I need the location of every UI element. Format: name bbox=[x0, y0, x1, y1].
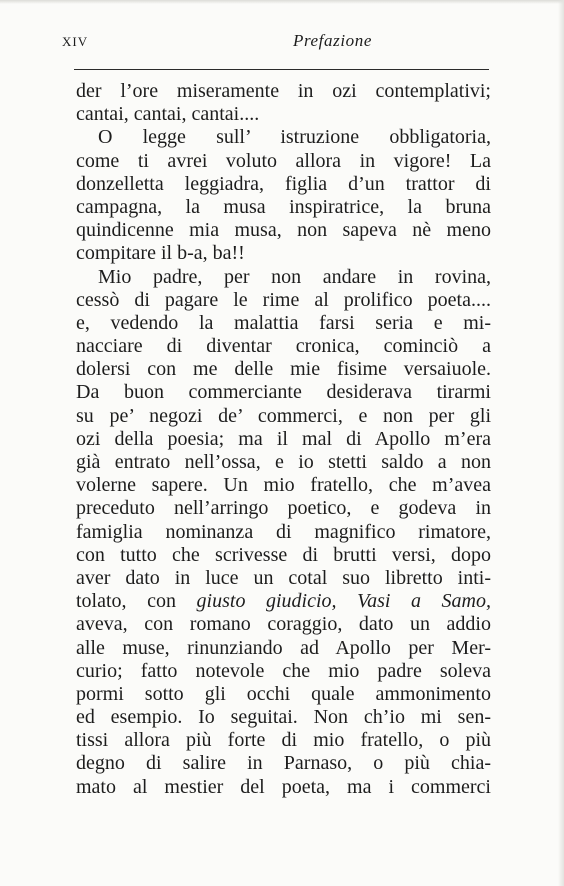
text-line: su pe’ negozi de’ commerci, e non per gli bbox=[76, 404, 491, 427]
text-line: mato al mestier del poeta, ma i commerci bbox=[76, 775, 491, 798]
text-line: come ti avrei voluto allora in vigore! La bbox=[76, 149, 491, 172]
body-text bbox=[76, 80, 491, 799]
page-number: XIV bbox=[62, 34, 89, 49]
text-line: donzelletta leggiadra, figlia d’un trattor di bbox=[76, 172, 491, 195]
italic-title: giusto giudicio, Vasi a Samo, bbox=[196, 590, 491, 613]
text-line: preceduto nell’arringo poetico, e godeva in bbox=[76, 497, 491, 520]
header-rule bbox=[74, 69, 489, 70]
text-line: nacciare di diventar cronica, cominciò a bbox=[76, 335, 491, 358]
text-line: ed esempio. Io seguitai. Non ch’io mi sen- bbox=[76, 706, 491, 729]
text-line: alle muse, rinunziando ad Apollo per Mer- bbox=[76, 636, 491, 659]
scan-shadow-right bbox=[558, 0, 564, 886]
scan-shadow-top bbox=[0, 0, 564, 4]
text-line: pormi sotto gli occhi quale ammonimento bbox=[76, 682, 491, 705]
text-line: volerne sapere. Un mio fratello, che m’avea bbox=[76, 474, 491, 497]
text-segment: tolato, con bbox=[76, 590, 197, 613]
text-line: O legge sull’ istruzione obbligatoria, bbox=[98, 126, 491, 149]
text-line: cantai, cantai, cantai.... bbox=[76, 103, 260, 126]
text-line: con tutto che scrivesse di brutti versi, dopo bbox=[76, 543, 491, 566]
page-header bbox=[60, 32, 492, 54]
text-line: ozi della poesia; ma il mal di Apollo m’era bbox=[76, 427, 491, 450]
text-line: già entrato nell’ossa, e io stetti saldo a non bbox=[76, 451, 491, 473]
text-line: Da buon commerciante desiderava tirarmi bbox=[76, 381, 491, 404]
text-line bbox=[76, 590, 491, 613]
text-line: degno di salire in Parnaso, o più chia- bbox=[76, 752, 491, 775]
text-line: compitare il b-a, ba!! bbox=[76, 242, 245, 265]
text-line: dolersi con me delle mie fisime versaiuole. bbox=[76, 358, 491, 381]
text-line: quindicenne mia musa, non sapeva nè meno bbox=[76, 219, 491, 242]
text-line: e, vedendo la malattia farsi seria e mi- bbox=[76, 311, 491, 334]
text-line: cessò di pagare le rime al prolifico poeta.... bbox=[76, 288, 491, 311]
text-line: aveva, con romano coraggio, dato un addio bbox=[76, 613, 491, 636]
text-line: der l’ore miseramente in ozi contemplativi; bbox=[76, 80, 491, 102]
text-line: campagna, la musa inspiratrice, la bruna bbox=[76, 195, 491, 218]
text-line: Mio padre, per non andare in rovina, bbox=[98, 265, 491, 288]
text-line: curio; fatto notevole che mio padre soleva bbox=[76, 659, 491, 682]
text-line: tissi allora più forte di mio fratello, o più bbox=[76, 729, 491, 752]
text-line: aver dato in luce un cotal suo libretto inti- bbox=[76, 566, 491, 589]
running-title: Prefazione bbox=[292, 31, 372, 50]
text-line: famiglia nominanza di magnifico rimatore, bbox=[76, 520, 491, 543]
